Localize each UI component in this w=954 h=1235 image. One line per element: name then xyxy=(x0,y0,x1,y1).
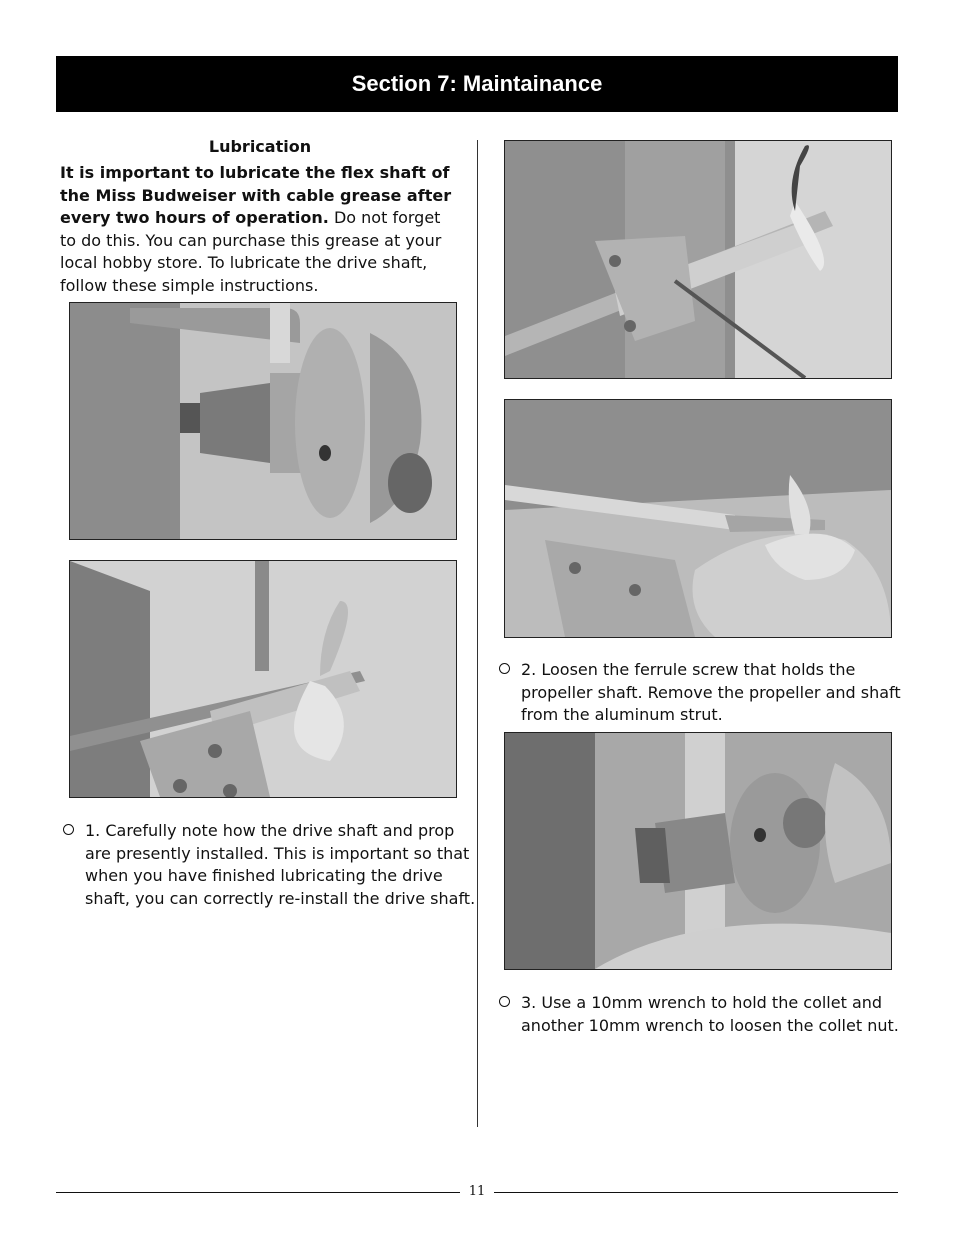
photo-ferrule-strut xyxy=(504,140,892,379)
intro-paragraph xyxy=(60,162,460,298)
intro-bold-text: It is important to lubricate the flex shaft of the Miss Budweiser with cable grease after every two hours of operation. xyxy=(60,163,452,228)
photo-collet-closeup xyxy=(69,302,457,540)
section-title: Section 7: Maintainance xyxy=(56,56,898,112)
step-2 xyxy=(499,659,916,727)
column-divider xyxy=(477,140,478,1127)
page-number: 11 xyxy=(468,1184,486,1199)
step-1-text: 1. Carefully note how the drive shaft and prop are presently installed. This is important so that when you have finished lubricating the drive shaft, you can correctly re-install the drive shaft. xyxy=(85,821,476,908)
checkbox-circle-icon[interactable] xyxy=(499,996,510,1007)
step-3 xyxy=(499,992,916,1037)
checkbox-circle-icon[interactable] xyxy=(63,824,74,835)
photo-collet-nut xyxy=(504,732,892,970)
step-2-text: 2. Loosen the ferrule screw that holds the propeller shaft. Remove the propeller and shaft from the aluminum strut. xyxy=(521,660,901,725)
photo-removing-prop xyxy=(504,399,892,638)
footer-rule-left xyxy=(56,1192,460,1193)
intro-text: Do not forget to do this. You can purchase this grease at your local hobby store. To lubricate the drive shaft, follow these simple instructions. xyxy=(60,208,442,295)
footer-rule-right xyxy=(494,1192,898,1193)
step-3-text: 3. Use a 10mm wrench to hold the collet and another 10mm wrench to loosen the collet nut. xyxy=(521,993,899,1035)
step-1 xyxy=(63,820,477,910)
photo-prop-installed xyxy=(69,560,457,798)
lubrication-heading: Lubrication xyxy=(208,137,312,156)
checkbox-circle-icon[interactable] xyxy=(499,663,510,674)
